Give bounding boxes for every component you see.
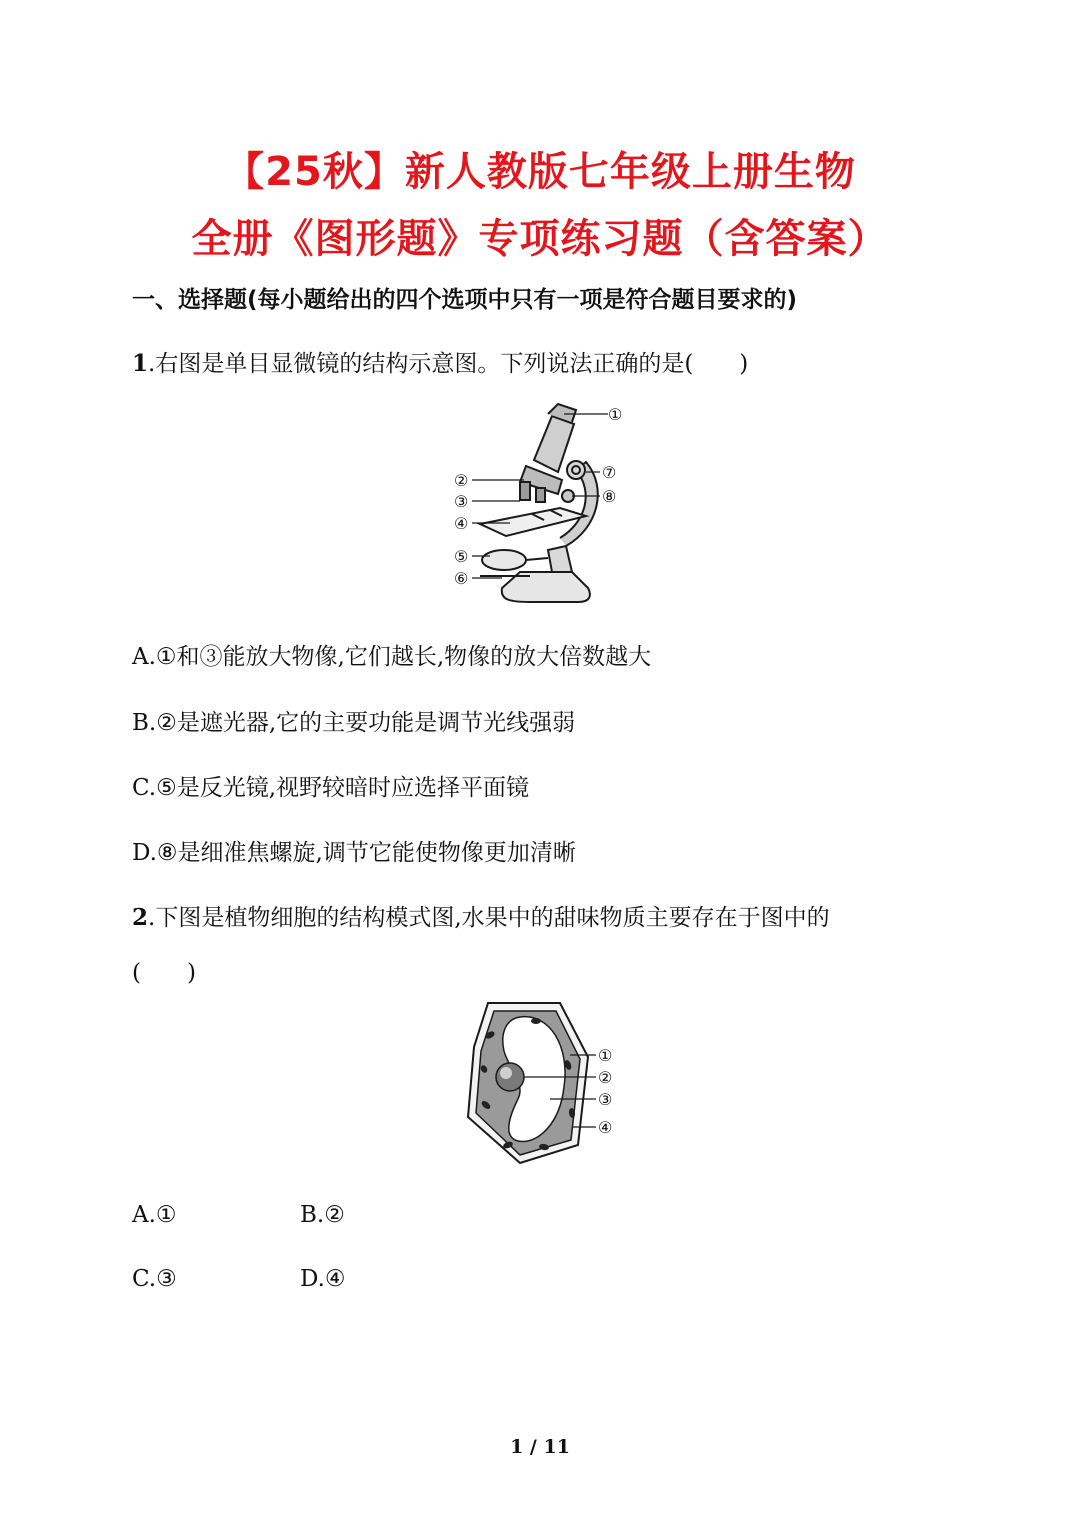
question-1-stem <box>132 345 748 378</box>
document-title-line2: 全册《图形题》专项练习题（含答案） <box>191 216 889 262</box>
question-2-text: .下图是植物细胞的结构模式图,水果中的甜味物质主要存在于图中的 <box>148 905 830 931</box>
q1-option-a[interactable]: A.①和③能放大物像,它们越长,物像的放大倍数越大 <box>132 644 652 670</box>
microscope-figure <box>440 400 650 610</box>
q1-option-c[interactable]: C.⑤是反光镜,视野较暗时应选择平面镜 <box>132 775 530 801</box>
mic-label-2: ② <box>454 471 469 490</box>
question-1-number: 1 <box>132 350 149 377</box>
mic-label-1: ① <box>608 405 623 424</box>
cell-label-4: ④ <box>598 1118 613 1137</box>
q1-option-d[interactable]: D.⑧是细准焦螺旋,调节它能使物像更加清晰 <box>132 840 576 866</box>
q2-option-c[interactable]: C.③ <box>132 1266 177 1292</box>
plant-cell-figure <box>460 995 630 1170</box>
cell-label-1: ① <box>598 1046 613 1065</box>
q1-option-b[interactable]: B.②是遮光器,它的主要功能是调节光线强弱 <box>132 710 576 736</box>
question-2-number: 2 <box>132 904 149 931</box>
question-2-stem-cont: ( ) <box>132 960 196 986</box>
q2-option-d[interactable]: D.④ <box>300 1266 346 1292</box>
q2-option-b[interactable]: B.② <box>300 1202 345 1228</box>
mic-label-7: ⑦ <box>602 463 617 482</box>
mic-label-4: ④ <box>454 514 469 533</box>
mic-label-6: ⑥ <box>454 569 469 588</box>
question-2-stem <box>132 899 830 932</box>
page-indicator: 1 / 11 <box>510 1436 570 1458</box>
section-heading: 一、选择题(每小题给出的四个选项中只有一项是符合题目要求的) <box>132 287 798 313</box>
mic-label-3: ③ <box>454 492 469 511</box>
mic-label-8: ⑧ <box>602 487 617 506</box>
q2-option-a[interactable]: A.① <box>132 1202 177 1228</box>
cell-label-2: ② <box>598 1068 613 1087</box>
mic-label-5: ⑤ <box>454 547 469 566</box>
document-title-line1: 【25秋】新人教版七年级上册生物 <box>224 149 856 195</box>
cell-label-3: ③ <box>598 1090 613 1109</box>
question-1-text: .右图是单目显微镜的结构示意图。下列说法正确的是( ) <box>148 351 749 377</box>
